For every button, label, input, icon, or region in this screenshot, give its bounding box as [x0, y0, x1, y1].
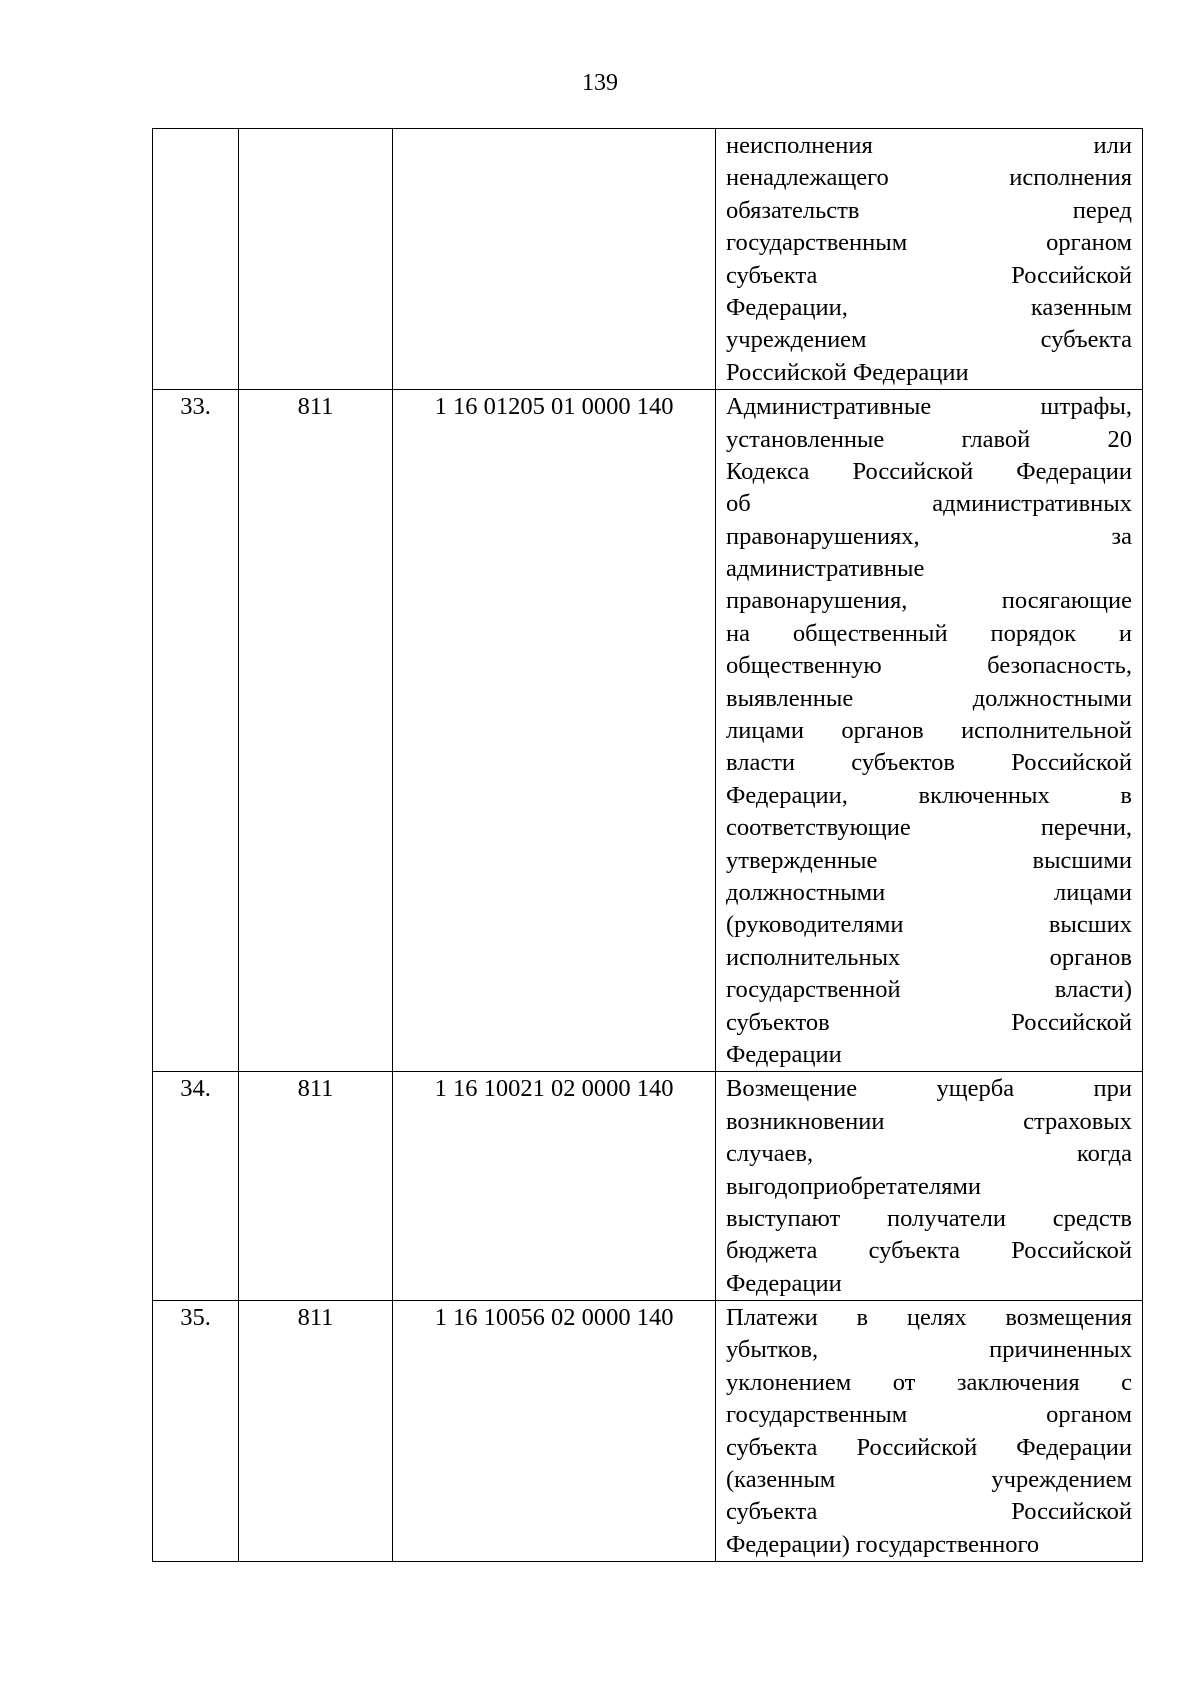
- revenue-name-line: на общественный порядок и: [726, 619, 1132, 647]
- admin-code-cell: [239, 1301, 393, 1562]
- revenue-name-line: субъекта Российской: [726, 261, 1132, 289]
- revenue-name-line: утвержденные высшими: [726, 846, 1132, 874]
- revenue-name-line: Кодекса Российской Федерации: [726, 457, 1132, 485]
- revenue-name-line: Федерации: [726, 1269, 842, 1297]
- revenue-name-line: ненадлежащего исполнения: [726, 164, 1132, 192]
- revenue-name-line: обязательств перед: [726, 196, 1132, 224]
- revenue-name-line: Федерации, казенным: [726, 293, 1132, 321]
- admin-code-cell-text: 811: [297, 1075, 334, 1103]
- row-number-cell: [153, 390, 239, 1072]
- revenue-name-line: Федерации: [726, 1040, 842, 1068]
- revenue-name-line: (руководителями высших: [726, 911, 1132, 939]
- table-row: [153, 390, 1143, 1072]
- revenue-name-cell: [716, 390, 1143, 1072]
- revenue-name-line: Платежи в целях возмещения: [726, 1304, 1132, 1332]
- admin-code-cell-text: [239, 129, 392, 130]
- revenue-name-line: Российской Федерации: [726, 358, 969, 386]
- revenue-name-cell: [716, 129, 1143, 390]
- revenue-name-line: (казенным учреждением: [726, 1466, 1132, 1494]
- revenue-name-line: Федерации) государственного: [726, 1530, 1040, 1558]
- row-number-cell: [153, 129, 239, 390]
- table-row: [153, 129, 1143, 390]
- revenue-name-line: соответствующие перечни,: [726, 814, 1132, 842]
- revenue-name-cell: [716, 1301, 1143, 1562]
- revenue-name-line: правонарушения, посягающие: [726, 587, 1132, 615]
- revenue-name-line: выступают получатели средств: [726, 1204, 1132, 1232]
- kbk-code-cell: [393, 1301, 716, 1562]
- revenue-name-line: выгодоприобретателями: [726, 1172, 981, 1200]
- revenue-name-line: исполнительных органов: [726, 943, 1132, 971]
- kbk-code-cell: [393, 390, 716, 1072]
- revenue-name-line: бюджета субъекта Российской: [726, 1237, 1132, 1265]
- row-number-cell-text: 33.: [180, 393, 211, 421]
- revenue-name-line: административные: [726, 555, 925, 583]
- revenue-name-line: общественную безопасность,: [726, 652, 1132, 680]
- revenue-name-line: государственной власти): [726, 976, 1132, 1004]
- revenue-name-line: субъекта Российской: [726, 1498, 1132, 1526]
- revenue-name-line: субъекта Российской Федерации: [726, 1433, 1132, 1461]
- revenue-name-line: случаев, когда: [726, 1140, 1132, 1168]
- row-number-cell-text: 35.: [180, 1304, 211, 1332]
- kbk-code-cell: [393, 129, 716, 390]
- revenue-name-line: правонарушениях, за: [726, 522, 1132, 550]
- revenue-name-line: учреждением субъекта: [726, 326, 1132, 354]
- admin-code-cell-text: 811: [297, 393, 334, 421]
- kbk-code-cell-text: 1 16 10021 02 0000 140: [434, 1075, 674, 1103]
- revenue-name-line: выявленные должностными: [726, 684, 1132, 712]
- kbk-code-cell-text: [393, 129, 715, 130]
- revenue-name-line: лицами органов исполнительной: [726, 717, 1132, 745]
- revenue-name-line: государственным органом: [726, 229, 1132, 257]
- revenue-name-line: должностными лицами: [726, 878, 1132, 906]
- row-number-cell-text: 34.: [180, 1075, 211, 1103]
- revenue-name-line: возникновении страховых: [726, 1107, 1132, 1135]
- admin-code-cell: [239, 390, 393, 1072]
- table-row: [153, 1301, 1143, 1562]
- admin-code-cell: [239, 1072, 393, 1301]
- row-number-cell-text: [153, 129, 238, 130]
- revenue-name-line: об административных: [726, 490, 1132, 518]
- page-number: 139: [582, 70, 618, 96]
- revenue-codes-table: [152, 128, 1143, 1562]
- admin-code-cell-text: 811: [297, 1304, 334, 1332]
- table-row: [153, 1072, 1143, 1301]
- revenue-name-line: неисполнения или: [726, 132, 1132, 159]
- revenue-name-line: Административные штрафы,: [726, 393, 1132, 421]
- revenue-name-line: государственным органом: [726, 1401, 1132, 1429]
- revenue-name-line: убытков, причиненных: [726, 1336, 1132, 1364]
- revenue-name-line: уклонением от заключения с: [726, 1368, 1132, 1396]
- admin-code-cell: [239, 129, 393, 390]
- row-number-cell: [153, 1301, 239, 1562]
- revenue-name-line: субъектов Российской: [726, 1008, 1132, 1036]
- kbk-code-cell: [393, 1072, 716, 1301]
- kbk-code-cell-text: 1 16 10056 02 0000 140: [434, 1304, 674, 1332]
- revenue-name-line: Федерации, включенных в: [726, 781, 1132, 809]
- revenue-name-line: Возмещение ущерба при: [726, 1075, 1132, 1103]
- table-body: [153, 129, 1143, 1562]
- revenue-name-line: власти субъектов Российской: [726, 749, 1132, 777]
- revenue-name-line: установленные главой 20: [726, 425, 1132, 453]
- revenue-name-cell: [716, 1072, 1143, 1301]
- kbk-code-cell-text: 1 16 01205 01 0000 140: [434, 393, 674, 421]
- row-number-cell: [153, 1072, 239, 1301]
